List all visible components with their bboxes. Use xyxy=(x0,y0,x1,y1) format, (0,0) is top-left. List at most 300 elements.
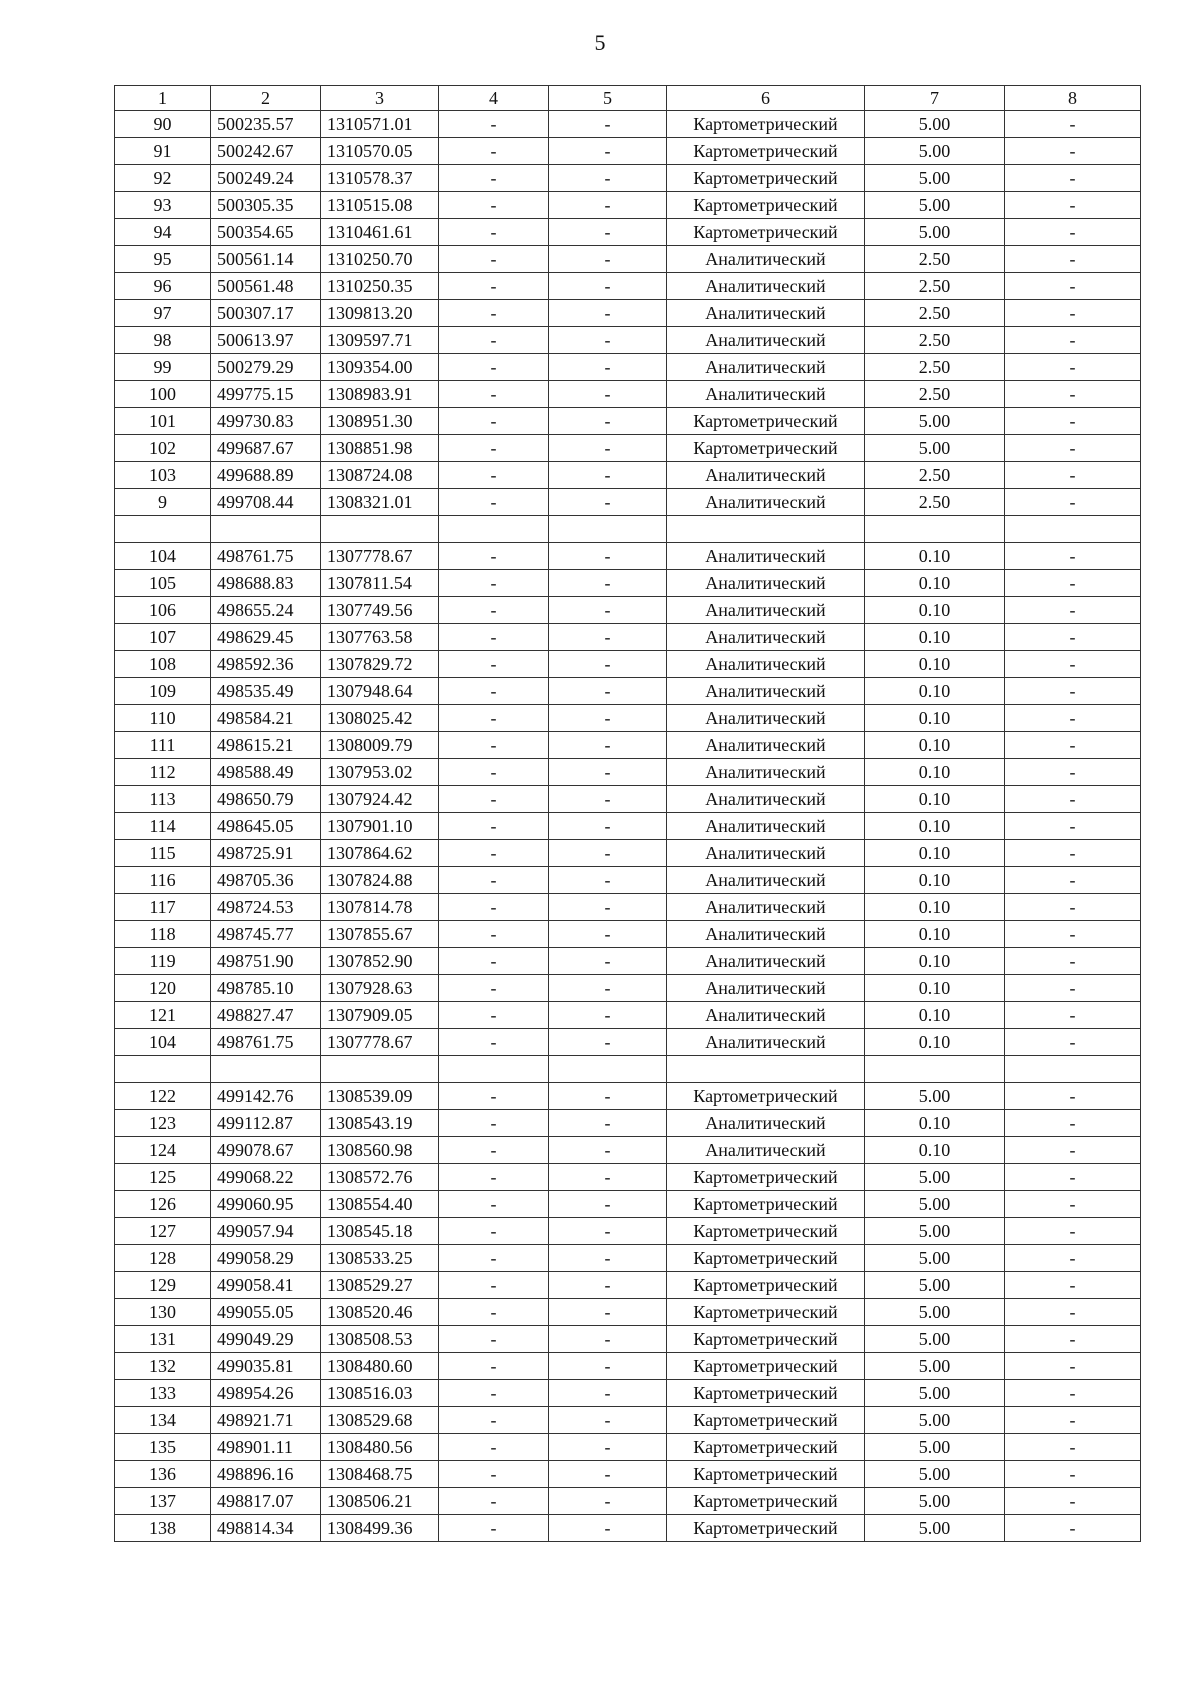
col-4-cell: - xyxy=(439,570,549,597)
col-4-cell xyxy=(439,1056,549,1083)
x-coordinate-cell: 498761.75 xyxy=(211,543,321,570)
point-number-cell: 94 xyxy=(115,219,211,246)
table-body xyxy=(115,86,1141,1542)
x-coordinate-cell: 498725.91 xyxy=(211,840,321,867)
col-5-cell: - xyxy=(549,1380,667,1407)
method-cell: Аналитический xyxy=(667,327,865,354)
col-4-cell: - xyxy=(439,1191,549,1218)
accuracy-cell: 5.00 xyxy=(865,219,1005,246)
point-number-cell: 102 xyxy=(115,435,211,462)
point-number-cell: 113 xyxy=(115,786,211,813)
x-coordinate-cell: 500561.14 xyxy=(211,246,321,273)
y-coordinate-cell: 1308009.79 xyxy=(321,732,439,759)
col-4-cell: - xyxy=(439,1218,549,1245)
method-cell: Картометрический xyxy=(667,192,865,219)
point-number-cell: 104 xyxy=(115,1029,211,1056)
col-5-cell: - xyxy=(549,1083,667,1110)
col-4-cell: - xyxy=(439,1137,549,1164)
accuracy-cell: 5.00 xyxy=(865,1434,1005,1461)
y-coordinate-cell: 1307953.02 xyxy=(321,759,439,786)
col-4-cell: - xyxy=(439,219,549,246)
y-coordinate-cell: 1307749.56 xyxy=(321,597,439,624)
method-cell: Аналитический xyxy=(667,867,865,894)
accuracy-cell: 5.00 xyxy=(865,1272,1005,1299)
y-coordinate-cell: 1307928.63 xyxy=(321,975,439,1002)
col-4-cell: - xyxy=(439,381,549,408)
accuracy-cell: 0.10 xyxy=(865,651,1005,678)
x-coordinate-cell: 499060.95 xyxy=(211,1191,321,1218)
col-4-cell: - xyxy=(439,489,549,516)
table-row xyxy=(115,1434,1141,1461)
header-row xyxy=(115,86,1141,111)
y-coordinate-cell: 1308516.03 xyxy=(321,1380,439,1407)
point-number-cell: 92 xyxy=(115,165,211,192)
point-number-cell: 97 xyxy=(115,300,211,327)
y-coordinate-cell: 1308560.98 xyxy=(321,1137,439,1164)
col-5-cell: - xyxy=(549,1488,667,1515)
method-cell: Картометрический xyxy=(667,1380,865,1407)
y-coordinate-cell: 1310571.01 xyxy=(321,111,439,138)
table-row xyxy=(115,948,1141,975)
col-4-cell: - xyxy=(439,894,549,921)
table-row xyxy=(115,192,1141,219)
col-5-cell: - xyxy=(549,840,667,867)
col-8-cell: - xyxy=(1005,867,1141,894)
y-coordinate-cell: 1308025.42 xyxy=(321,705,439,732)
col-4-cell: - xyxy=(439,840,549,867)
accuracy-cell xyxy=(865,516,1005,543)
method-cell: Аналитический xyxy=(667,948,865,975)
y-coordinate-cell: 1308851.98 xyxy=(321,435,439,462)
col-5-cell: - xyxy=(549,948,667,975)
col-8-cell: - xyxy=(1005,1002,1141,1029)
accuracy-cell: 2.50 xyxy=(865,462,1005,489)
method-cell: Картометрический xyxy=(667,138,865,165)
table-row xyxy=(115,732,1141,759)
table-row xyxy=(115,597,1141,624)
point-number-cell: 127 xyxy=(115,1218,211,1245)
method-cell: Картометрический xyxy=(667,165,865,192)
table-row xyxy=(115,867,1141,894)
col-8-cell: - xyxy=(1005,759,1141,786)
col-4-cell: - xyxy=(439,300,549,327)
col-8-cell: - xyxy=(1005,678,1141,705)
table-row xyxy=(115,408,1141,435)
col-5-cell: - xyxy=(549,894,667,921)
col-5-cell xyxy=(549,1056,667,1083)
point-number-cell: 125 xyxy=(115,1164,211,1191)
y-coordinate-cell: 1308499.36 xyxy=(321,1515,439,1542)
point-number-cell: 128 xyxy=(115,1245,211,1272)
method-cell: Аналитический xyxy=(667,759,865,786)
table-row xyxy=(115,1164,1141,1191)
point-number-cell: 109 xyxy=(115,678,211,705)
method-cell: Картометрический xyxy=(667,1299,865,1326)
col-5-cell: - xyxy=(549,1110,667,1137)
col-5-cell: - xyxy=(549,813,667,840)
x-coordinate-cell: 498705.36 xyxy=(211,867,321,894)
point-number-cell: 117 xyxy=(115,894,211,921)
method-cell: Картометрический xyxy=(667,1515,865,1542)
table-row xyxy=(115,1245,1141,1272)
x-coordinate-cell: 499688.89 xyxy=(211,462,321,489)
method-cell: Картометрический xyxy=(667,435,865,462)
y-coordinate-cell: 1308508.53 xyxy=(321,1326,439,1353)
col-5-cell: - xyxy=(549,597,667,624)
accuracy-cell: 5.00 xyxy=(865,1488,1005,1515)
method-cell: Аналитический xyxy=(667,1110,865,1137)
method-cell: Аналитический xyxy=(667,678,865,705)
y-coordinate-cell: 1308545.18 xyxy=(321,1218,439,1245)
accuracy-cell: 0.10 xyxy=(865,867,1005,894)
col-5-cell xyxy=(549,516,667,543)
accuracy-cell: 5.00 xyxy=(865,1299,1005,1326)
method-cell: Аналитический xyxy=(667,543,865,570)
x-coordinate-cell: 498615.21 xyxy=(211,732,321,759)
table-row xyxy=(115,1353,1141,1380)
accuracy-cell: 2.50 xyxy=(865,273,1005,300)
table-row xyxy=(115,1191,1141,1218)
col-5-cell: - xyxy=(549,1164,667,1191)
y-coordinate-cell: 1308529.27 xyxy=(321,1272,439,1299)
col-5-cell: - xyxy=(549,354,667,381)
accuracy-cell: 0.10 xyxy=(865,678,1005,705)
method-cell: Картометрический xyxy=(667,1272,865,1299)
x-coordinate-cell: 500249.24 xyxy=(211,165,321,192)
point-number-cell: 107 xyxy=(115,624,211,651)
col-5-cell: - xyxy=(549,273,667,300)
col-4-cell: - xyxy=(439,651,549,678)
col-8-cell: - xyxy=(1005,651,1141,678)
col-4-cell: - xyxy=(439,1515,549,1542)
y-coordinate-cell: 1308480.60 xyxy=(321,1353,439,1380)
point-number-cell: 105 xyxy=(115,570,211,597)
method-cell: Аналитический xyxy=(667,300,865,327)
col-8-cell: - xyxy=(1005,1029,1141,1056)
method-cell: Аналитический xyxy=(667,462,865,489)
col-5-cell: - xyxy=(549,543,667,570)
accuracy-cell xyxy=(865,1056,1005,1083)
accuracy-cell: 0.10 xyxy=(865,759,1005,786)
method-cell: Аналитический xyxy=(667,246,865,273)
table-row xyxy=(115,678,1141,705)
y-coordinate-cell: 1307763.58 xyxy=(321,624,439,651)
method-cell: Картометрический xyxy=(667,1407,865,1434)
table-row xyxy=(115,435,1141,462)
y-coordinate-cell: 1307778.67 xyxy=(321,1029,439,1056)
y-coordinate-cell: 1309813.20 xyxy=(321,300,439,327)
point-number-cell: 119 xyxy=(115,948,211,975)
x-coordinate-cell: 499035.81 xyxy=(211,1353,321,1380)
method-cell: Аналитический xyxy=(667,1002,865,1029)
x-coordinate-cell: 498588.49 xyxy=(211,759,321,786)
accuracy-cell: 5.00 xyxy=(865,165,1005,192)
col-4-cell: - xyxy=(439,597,549,624)
method-cell: Аналитический xyxy=(667,1029,865,1056)
table-row xyxy=(115,1299,1141,1326)
header-cell: 4 xyxy=(439,86,549,111)
method-cell: Картометрический xyxy=(667,1083,865,1110)
y-coordinate-cell: 1310461.61 xyxy=(321,219,439,246)
table-row xyxy=(115,1515,1141,1542)
col-4-cell: - xyxy=(439,435,549,462)
col-4-cell: - xyxy=(439,867,549,894)
table-row xyxy=(115,1488,1141,1515)
accuracy-cell: 5.00 xyxy=(865,111,1005,138)
x-coordinate-cell: 499058.29 xyxy=(211,1245,321,1272)
point-number-cell: 137 xyxy=(115,1488,211,1515)
y-coordinate-cell: 1307901.10 xyxy=(321,813,439,840)
accuracy-cell: 5.00 xyxy=(865,1515,1005,1542)
col-5-cell: - xyxy=(549,624,667,651)
method-cell xyxy=(667,1056,865,1083)
table-row xyxy=(115,219,1141,246)
x-coordinate-cell: 499049.29 xyxy=(211,1326,321,1353)
point-number-cell: 106 xyxy=(115,597,211,624)
col-8-cell: - xyxy=(1005,273,1141,300)
header-cell: 3 xyxy=(321,86,439,111)
method-cell: Картометрический xyxy=(667,1326,865,1353)
accuracy-cell: 5.00 xyxy=(865,138,1005,165)
col-4-cell: - xyxy=(439,975,549,1002)
method-cell: Картометрический xyxy=(667,1434,865,1461)
col-8-cell: - xyxy=(1005,975,1141,1002)
col-5-cell: - xyxy=(549,867,667,894)
col-4-cell: - xyxy=(439,1488,549,1515)
y-coordinate-cell: 1308724.08 xyxy=(321,462,439,489)
col-5-cell: - xyxy=(549,705,667,732)
col-8-cell xyxy=(1005,1056,1141,1083)
col-4-cell: - xyxy=(439,1434,549,1461)
x-coordinate-cell: 498901.11 xyxy=(211,1434,321,1461)
y-coordinate-cell: 1308533.25 xyxy=(321,1245,439,1272)
y-coordinate-cell: 1309354.00 xyxy=(321,354,439,381)
method-cell: Аналитический xyxy=(667,975,865,1002)
col-4-cell: - xyxy=(439,786,549,813)
col-5-cell: - xyxy=(549,1245,667,1272)
point-number-cell: 133 xyxy=(115,1380,211,1407)
x-coordinate-cell: 500279.29 xyxy=(211,354,321,381)
accuracy-cell: 0.10 xyxy=(865,1002,1005,1029)
accuracy-cell: 2.50 xyxy=(865,300,1005,327)
col-4-cell: - xyxy=(439,678,549,705)
accuracy-cell: 5.00 xyxy=(865,1218,1005,1245)
x-coordinate-cell: 498751.90 xyxy=(211,948,321,975)
point-number-cell: 108 xyxy=(115,651,211,678)
x-coordinate-cell: 500235.57 xyxy=(211,111,321,138)
header-cell: 6 xyxy=(667,86,865,111)
x-coordinate-cell xyxy=(211,1056,321,1083)
col-4-cell: - xyxy=(439,192,549,219)
x-coordinate-cell: 498761.75 xyxy=(211,1029,321,1056)
col-4-cell: - xyxy=(439,462,549,489)
x-coordinate-cell: 498645.05 xyxy=(211,813,321,840)
point-number-cell: 134 xyxy=(115,1407,211,1434)
col-8-cell: - xyxy=(1005,1353,1141,1380)
method-cell: Картометрический xyxy=(667,1461,865,1488)
point-number-cell: 120 xyxy=(115,975,211,1002)
col-8-cell: - xyxy=(1005,813,1141,840)
method-cell: Аналитический xyxy=(667,894,865,921)
col-8-cell: - xyxy=(1005,1083,1141,1110)
y-coordinate-cell: 1308321.01 xyxy=(321,489,439,516)
method-cell: Аналитический xyxy=(667,786,865,813)
accuracy-cell: 0.10 xyxy=(865,1137,1005,1164)
table-row xyxy=(115,111,1141,138)
x-coordinate-cell: 499708.44 xyxy=(211,489,321,516)
col-5-cell: - xyxy=(549,975,667,1002)
col-8-cell: - xyxy=(1005,246,1141,273)
x-coordinate-cell: 500561.48 xyxy=(211,273,321,300)
accuracy-cell: 2.50 xyxy=(865,246,1005,273)
col-4-cell: - xyxy=(439,1353,549,1380)
col-5-cell: - xyxy=(549,327,667,354)
table-row xyxy=(115,273,1141,300)
col-4-cell: - xyxy=(439,138,549,165)
col-5-cell: - xyxy=(549,921,667,948)
col-8-cell: - xyxy=(1005,1488,1141,1515)
point-number-cell: 101 xyxy=(115,408,211,435)
coordinates-table xyxy=(114,85,1141,1542)
col-5-cell: - xyxy=(549,1029,667,1056)
col-8-cell: - xyxy=(1005,300,1141,327)
table-row xyxy=(115,489,1141,516)
method-cell: Аналитический xyxy=(667,624,865,651)
spacer-row xyxy=(115,516,1141,543)
point-number-cell: 122 xyxy=(115,1083,211,1110)
method-cell: Аналитический xyxy=(667,1137,865,1164)
col-5-cell: - xyxy=(549,165,667,192)
method-cell: Аналитический xyxy=(667,840,865,867)
col-8-cell: - xyxy=(1005,1515,1141,1542)
x-coordinate-cell: 498650.79 xyxy=(211,786,321,813)
col-8-cell: - xyxy=(1005,1299,1141,1326)
table-row xyxy=(115,921,1141,948)
method-cell: Аналитический xyxy=(667,813,865,840)
accuracy-cell: 0.10 xyxy=(865,732,1005,759)
x-coordinate-cell: 499058.41 xyxy=(211,1272,321,1299)
col-8-cell: - xyxy=(1005,408,1141,435)
x-coordinate-cell: 499775.15 xyxy=(211,381,321,408)
col-8-cell: - xyxy=(1005,624,1141,651)
col-4-cell xyxy=(439,516,549,543)
point-number-cell: 100 xyxy=(115,381,211,408)
col-5-cell: - xyxy=(549,1407,667,1434)
spacer-row xyxy=(115,1056,1141,1083)
col-8-cell: - xyxy=(1005,1326,1141,1353)
col-5-cell: - xyxy=(549,1002,667,1029)
col-5-cell: - xyxy=(549,435,667,462)
y-coordinate-cell: 1308520.46 xyxy=(321,1299,439,1326)
x-coordinate-cell: 499112.87 xyxy=(211,1110,321,1137)
table-row xyxy=(115,543,1141,570)
y-coordinate-cell: 1308572.76 xyxy=(321,1164,439,1191)
col-4-cell: - xyxy=(439,165,549,192)
accuracy-cell: 5.00 xyxy=(865,1407,1005,1434)
col-8-cell: - xyxy=(1005,1434,1141,1461)
col-8-cell: - xyxy=(1005,1110,1141,1137)
method-cell: Картометрический xyxy=(667,1218,865,1245)
col-4-cell: - xyxy=(439,759,549,786)
x-coordinate-cell: 499055.05 xyxy=(211,1299,321,1326)
accuracy-cell: 0.10 xyxy=(865,786,1005,813)
x-coordinate-cell: 499730.83 xyxy=(211,408,321,435)
y-coordinate-cell: 1307855.67 xyxy=(321,921,439,948)
method-cell: Картометрический xyxy=(667,219,865,246)
y-coordinate-cell: 1307811.54 xyxy=(321,570,439,597)
col-8-cell: - xyxy=(1005,138,1141,165)
col-8-cell: - xyxy=(1005,786,1141,813)
accuracy-cell: 2.50 xyxy=(865,327,1005,354)
col-4-cell: - xyxy=(439,543,549,570)
method-cell: Картометрический xyxy=(667,1245,865,1272)
accuracy-cell: 5.00 xyxy=(865,1380,1005,1407)
col-5-cell: - xyxy=(549,1137,667,1164)
col-5-cell: - xyxy=(549,246,667,273)
col-5-cell: - xyxy=(549,1272,667,1299)
x-coordinate-cell xyxy=(211,516,321,543)
method-cell: Аналитический xyxy=(667,597,865,624)
accuracy-cell: 0.10 xyxy=(865,894,1005,921)
col-5-cell: - xyxy=(549,1461,667,1488)
accuracy-cell: 0.10 xyxy=(865,813,1005,840)
col-8-cell: - xyxy=(1005,570,1141,597)
col-4-cell: - xyxy=(439,1002,549,1029)
col-8-cell: - xyxy=(1005,1272,1141,1299)
col-4-cell: - xyxy=(439,624,549,651)
point-number-cell: 136 xyxy=(115,1461,211,1488)
x-coordinate-cell: 499057.94 xyxy=(211,1218,321,1245)
y-coordinate-cell: 1307948.64 xyxy=(321,678,439,705)
accuracy-cell: 5.00 xyxy=(865,1164,1005,1191)
x-coordinate-cell: 498535.49 xyxy=(211,678,321,705)
method-cell: Картометрический xyxy=(667,111,865,138)
col-4-cell: - xyxy=(439,1110,549,1137)
table-row xyxy=(115,1029,1141,1056)
point-number-cell: 129 xyxy=(115,1272,211,1299)
table-row xyxy=(115,327,1141,354)
table-row xyxy=(115,1407,1141,1434)
table-row xyxy=(115,354,1141,381)
x-coordinate-cell: 498584.21 xyxy=(211,705,321,732)
method-cell: Аналитический xyxy=(667,651,865,678)
col-8-cell: - xyxy=(1005,489,1141,516)
x-coordinate-cell: 499068.22 xyxy=(211,1164,321,1191)
accuracy-cell: 0.10 xyxy=(865,1029,1005,1056)
table-row xyxy=(115,1326,1141,1353)
col-8-cell: - xyxy=(1005,435,1141,462)
y-coordinate-cell: 1308468.75 xyxy=(321,1461,439,1488)
col-4-cell: - xyxy=(439,705,549,732)
accuracy-cell: 0.10 xyxy=(865,570,1005,597)
col-4-cell: - xyxy=(439,246,549,273)
col-8-cell: - xyxy=(1005,1137,1141,1164)
table-row xyxy=(115,246,1141,273)
col-5-cell: - xyxy=(549,1353,667,1380)
method-cell: Картометрический xyxy=(667,1353,865,1380)
col-8-cell: - xyxy=(1005,894,1141,921)
table-row xyxy=(115,570,1141,597)
method-cell: Аналитический xyxy=(667,354,865,381)
table-row xyxy=(115,1272,1141,1299)
accuracy-cell: 0.10 xyxy=(865,543,1005,570)
col-4-cell: - xyxy=(439,1245,549,1272)
point-number-cell: 110 xyxy=(115,705,211,732)
header-cell: 7 xyxy=(865,86,1005,111)
col-5-cell: - xyxy=(549,192,667,219)
method-cell: Аналитический xyxy=(667,921,865,948)
point-number-cell: 93 xyxy=(115,192,211,219)
